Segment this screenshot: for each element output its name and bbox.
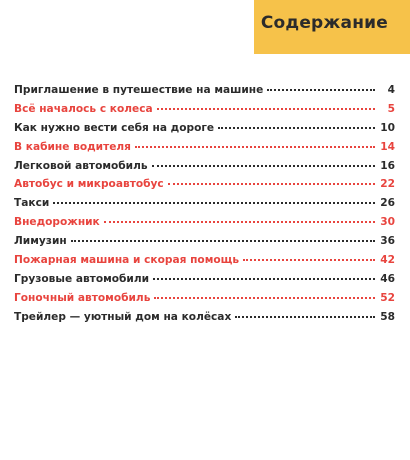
toc-leader-dots — [152, 165, 375, 167]
toc-entry-page: 16 — [380, 159, 395, 172]
toc-entry-title: В кабине водителя — [14, 140, 131, 153]
toc-entry[interactable] — [14, 122, 395, 141]
toc-entry[interactable] — [14, 197, 395, 216]
toc-leader-dots — [218, 127, 375, 129]
toc-entry-title: Легковой автомобиль — [14, 159, 148, 172]
toc-entry-title: Пожарная машина и скорая помощь — [14, 254, 240, 267]
toc-entry-page: 42 — [380, 254, 395, 267]
toc-entry-title: Приглашение в путешествие на машине — [14, 84, 264, 96]
toc-entry-page: 4 — [387, 84, 395, 96]
toc-entry[interactable] — [14, 292, 395, 311]
toc-entry[interactable] — [14, 178, 395, 197]
toc-entry-title: Грузовые автомобили — [14, 272, 150, 285]
toc-entry-page: 22 — [380, 178, 395, 191]
toc-entry-page: 36 — [380, 235, 395, 248]
toc-entry-title: Лимузин — [14, 235, 67, 248]
toc-entry-title: Такси — [14, 197, 50, 210]
toc-leader-dots — [157, 108, 375, 110]
toc-entry-page: 46 — [380, 272, 395, 285]
toc-entry-page: 10 — [380, 121, 395, 134]
toc-entry[interactable] — [14, 254, 395, 273]
toc-entry[interactable] — [14, 84, 395, 103]
toc-entry-title: Всё началось с колеса — [14, 102, 153, 115]
toc-entry-title: Гоночный автомобиль — [14, 291, 151, 304]
toc-leader-dots — [153, 278, 375, 280]
toc-leader-dots — [71, 240, 375, 242]
toc-entry-title: Автобус и микроавтобус — [14, 178, 164, 191]
toc-leader-dots — [243, 259, 375, 261]
toc-leader-dots — [154, 297, 375, 299]
toc-entry-page: 5 — [387, 102, 395, 115]
toc-entry[interactable] — [14, 273, 395, 292]
toc-entry-page: 26 — [380, 197, 395, 210]
toc-entry-title: Внедорожник — [14, 216, 100, 229]
toc-leader-dots — [135, 146, 375, 148]
toc-leader-dots — [53, 202, 375, 204]
toc-leader-dots — [267, 89, 375, 91]
toc-leader-dots — [104, 221, 375, 223]
toc-entry-page: 58 — [380, 310, 395, 323]
toc-entry[interactable] — [14, 160, 395, 179]
toc-entry[interactable] — [14, 311, 395, 330]
toc-entry-page: 30 — [380, 216, 395, 229]
toc-entry-title: Трейлер — уютный дом на колёсах — [14, 310, 232, 323]
toc-entry[interactable] — [14, 235, 395, 254]
toc-entry[interactable] — [14, 103, 395, 122]
toc-leader-dots — [168, 183, 375, 185]
toc-entry[interactable] — [14, 216, 395, 235]
toc-leader-dots — [235, 316, 375, 318]
table-of-contents — [14, 84, 395, 330]
page-title: Содержание — [260, 13, 388, 33]
toc-entry[interactable] — [14, 141, 395, 160]
toc-entry-page: 52 — [380, 291, 395, 304]
toc-entry-page: 14 — [380, 140, 395, 153]
toc-entry-title: Как нужно вести себя на дороге — [14, 121, 215, 134]
